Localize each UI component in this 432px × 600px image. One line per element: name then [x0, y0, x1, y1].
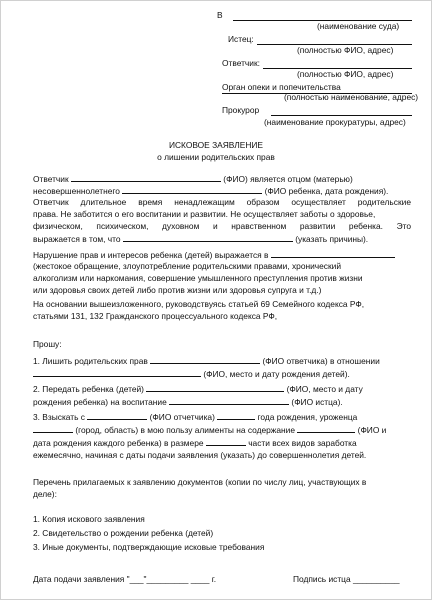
request2-row2: [33, 396, 343, 409]
request2-text2: рождения ребенка) на воспитание: [33, 397, 167, 407]
p3-row1: [33, 249, 395, 262]
request2-hint: (ФИО, место и дату: [286, 384, 363, 394]
request3-child-blank: [297, 424, 355, 433]
p1-row1: [33, 173, 353, 186]
court-hint: (наименование суда): [317, 21, 400, 31]
prosecutor-hint: (наименование прокуратуры, адрес): [264, 117, 406, 127]
court-prefix: В: [217, 10, 223, 20]
request1-row2: [33, 368, 350, 381]
plaintiff-label: Истец:: [228, 34, 254, 44]
p3-line2: (жестокое обращение, злоупотребление родительскими правами, хронический: [33, 261, 342, 271]
request3-row1: [33, 411, 357, 424]
request3-born-text: года рождения, уроженца: [257, 412, 358, 422]
p1-child-blank: [122, 185, 262, 194]
plaintiff-signature: Подпись истца __________: [293, 574, 400, 584]
p1-defendant-blank: [71, 173, 221, 182]
p2-line1: Ответчик длительное время ненадлежащим образом осуществляет родительские: [33, 197, 411, 207]
p2-row4: [33, 233, 368, 246]
p1-minor-text: несовершеннолетнего: [33, 186, 120, 196]
guardian-label: Орган опеки и попечительства: [222, 82, 341, 92]
attachments-intro-1: Перечень прилагаемых к заявлению документов (копии по числу лиц, участвующих в: [33, 477, 367, 487]
prosecutor-label: Прокурор: [222, 105, 260, 115]
request1-row1: [33, 355, 380, 368]
attachment-item: 1. Копия искового заявления: [33, 514, 145, 524]
p1-defendant-text: Ответчик: [33, 174, 69, 184]
request1-defendant-blank: [150, 355, 260, 364]
request3-share-text: части всех видов заработка: [248, 438, 357, 448]
request2-text: 2. Передать ребенка (детей): [33, 384, 144, 394]
request3-alimony-text: (город, область) в мою пользу алименты на содержание: [75, 425, 295, 435]
document-title: ИСКОВОЕ ЗАЯВЛЕНИЕ: [168, 140, 264, 150]
request3-size-text: дата рождения каждого ребенка) в размере: [33, 438, 204, 448]
attachment-item: 2. Свидетельство о рождении ребенка (детей): [33, 528, 214, 538]
request2-plaintiff-hint: (ФИО истца).: [291, 397, 343, 407]
p4-line2: статьями 131, 132 Гражданского процессуального кодекса РФ,: [33, 311, 278, 321]
request2-plaintiff-blank: [169, 396, 289, 405]
guardian-hint: (полностью наименование, адрес): [284, 92, 419, 102]
p3-line3: алкоголизм или наркомания, совершение умышленного преступления против жизни: [33, 273, 363, 283]
request3-defendant-blank: [87, 411, 147, 420]
request3-city-blank: [33, 424, 73, 433]
prosecutor-line: [271, 115, 412, 116]
defendant-label: Ответчик:: [222, 58, 260, 68]
p2-expressed-text: выражается в том, что: [33, 234, 121, 244]
p3-violation-blank: [271, 249, 395, 258]
plaintiff-hint: (полностью ФИО, адрес): [297, 45, 394, 55]
p2-reason-hint: (указать причины).: [295, 234, 369, 244]
request3-child-hint: (ФИО и: [357, 425, 387, 435]
request3-text: 3. Взыскать с: [33, 412, 85, 422]
request3-row2: [33, 424, 386, 437]
request3-year-blank: [217, 411, 255, 420]
request3-row3: [33, 437, 357, 450]
submission-date: Дата подачи заявления "___"_________ ____ г.: [33, 574, 217, 584]
defendant-hint: (полностью ФИО, адрес): [297, 69, 394, 79]
p3-violation-text: Нарушение прав и интересов ребенка (детей) выражается в: [33, 250, 269, 260]
request1-hint: (ФИО ответчика) в отношении: [262, 356, 380, 366]
p1-child-hint: (ФИО ребенка, дата рождения).: [264, 186, 389, 196]
request2-child-blank: [146, 383, 284, 392]
p2-reason-blank: [123, 233, 293, 242]
request1-text: 1. Лишить родительских прав: [33, 356, 148, 366]
request2-row1: [33, 383, 363, 396]
request3-row4: ежемесячно, начиная с даты подачи заявления (указать) до совершеннолетия детей.: [33, 450, 367, 460]
p1-parent-text: (ФИО) является отцом (матерью): [223, 174, 353, 184]
p4-line1: На основании вышеизложенного, руководствуясь статьей 69 Семейного кодекса РФ,: [33, 299, 365, 309]
p2-line2: права. Не заботится о его воспитании и развитии. Не осуществляет заботы о здоровье,: [33, 209, 376, 219]
requests-heading: Прошу:: [33, 339, 62, 349]
request3-share-blank: [206, 437, 246, 446]
p1-row2: [33, 185, 388, 198]
p3-line4: или здоровья своих детей либо против жизни или здоровья супруга и т.д.): [33, 285, 322, 295]
attachments-intro-2: деле):: [33, 489, 57, 499]
document-subtitle: о лишении родительских прав: [157, 152, 275, 162]
request1-children-blank: [33, 368, 201, 377]
p2-line3: физическом, психическом, духовном и нравственном развитии ребенка. Это: [33, 221, 411, 231]
attachment-item: 3. Иные документы, подтверждающие исковые требования: [33, 542, 265, 552]
request1-children-hint: (ФИО, место и дату рождения детей).: [203, 369, 350, 379]
request3-hint: (ФИО отчетчика): [149, 412, 215, 422]
